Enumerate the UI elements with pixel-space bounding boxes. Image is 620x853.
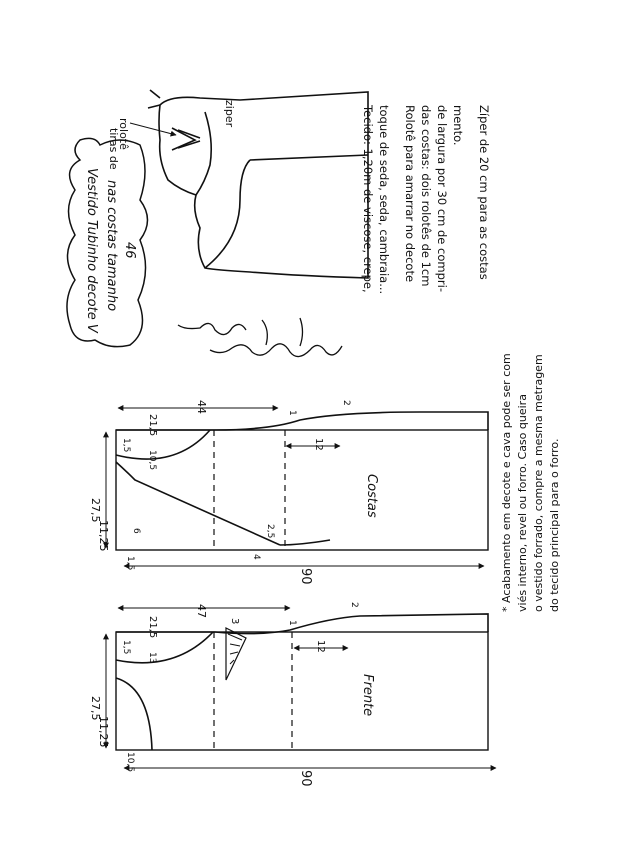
front-hip: 12 (315, 640, 326, 653)
front-hem-mark: 2 (349, 602, 359, 608)
sketch-zipper-label: ziper (223, 100, 236, 128)
back-length: 90 (298, 568, 313, 585)
note-line4: do tecido principal para o forro. (548, 438, 561, 612)
materials-zipper: Zíper de 20 cm para as costas (477, 105, 491, 280)
front-armhole-curve: 13 (147, 652, 157, 664)
note-line1: * Acabamento em decote e cava pode ser com (500, 353, 513, 612)
materials-rolote-4: mento. (451, 105, 465, 146)
back-shoulder: 1,5 (121, 438, 131, 453)
front-dart: 3 (229, 618, 240, 625)
materials-fabric-2: toque de seda, seda, cambraia... (377, 105, 391, 295)
finishing-note (500, 353, 561, 612)
back-width: 44 (195, 400, 208, 414)
materials-rolote-3: de largura por 30 cm de compri- (435, 105, 449, 292)
dress-sketch (148, 90, 368, 278)
front-neck-curve: 10,5 (125, 752, 135, 773)
front-bust: 27,5 (89, 696, 102, 721)
front-label: Frente (360, 674, 375, 717)
back-armhole-drop: 21,5 (147, 414, 158, 437)
front-width: 47 (195, 604, 208, 618)
materials-rolote: Rolotê para amarrar no decote (403, 105, 417, 283)
back-hip: 12 (313, 438, 324, 451)
back-center-notch: 6 (131, 528, 141, 534)
back-hem-mark-2: 1 (287, 410, 297, 416)
back-hem-mark: 2 (341, 400, 351, 406)
back-piece (89, 400, 488, 585)
signature (178, 318, 342, 357)
note-line3: o vestido forrado, compre a mesma metragem (532, 354, 545, 612)
materials-block (361, 104, 491, 294)
back-armhole-curve: 10,5 (147, 450, 157, 471)
title-size: 46 (122, 242, 137, 259)
front-waist-mark: 1 (287, 620, 297, 626)
sketch-tie-label: tiras de (107, 128, 120, 170)
sketch-tie-label-2: rolotê (117, 118, 130, 150)
back-v-depth: 11,25 (97, 520, 110, 552)
front-v-depth: 11,25 (97, 716, 110, 748)
back-label: Costas (364, 474, 379, 518)
note-line2: viés interno, revel ou forro. Caso queira (516, 394, 529, 612)
back-waist-point: 4 (251, 554, 261, 560)
front-length: 90 (298, 770, 313, 787)
front-piece (89, 602, 496, 787)
back-side-mark: 2,5 (265, 524, 275, 539)
title-line1: Vestido Tubinho decote V (84, 168, 99, 333)
title-line2: nas costas tamanho (104, 180, 119, 312)
materials-fabric: Tecido: 1,20m de viscose, crepe, (361, 105, 375, 293)
front-shoulder: 1,5 (121, 640, 131, 655)
materials-rolote-2: das costas: dois rolotês de 1cm (419, 105, 433, 287)
back-neck-small: 1,5 (125, 556, 135, 571)
front-armhole-drop: 21,5 (147, 616, 158, 639)
back-bust: 27,5 (89, 498, 102, 523)
